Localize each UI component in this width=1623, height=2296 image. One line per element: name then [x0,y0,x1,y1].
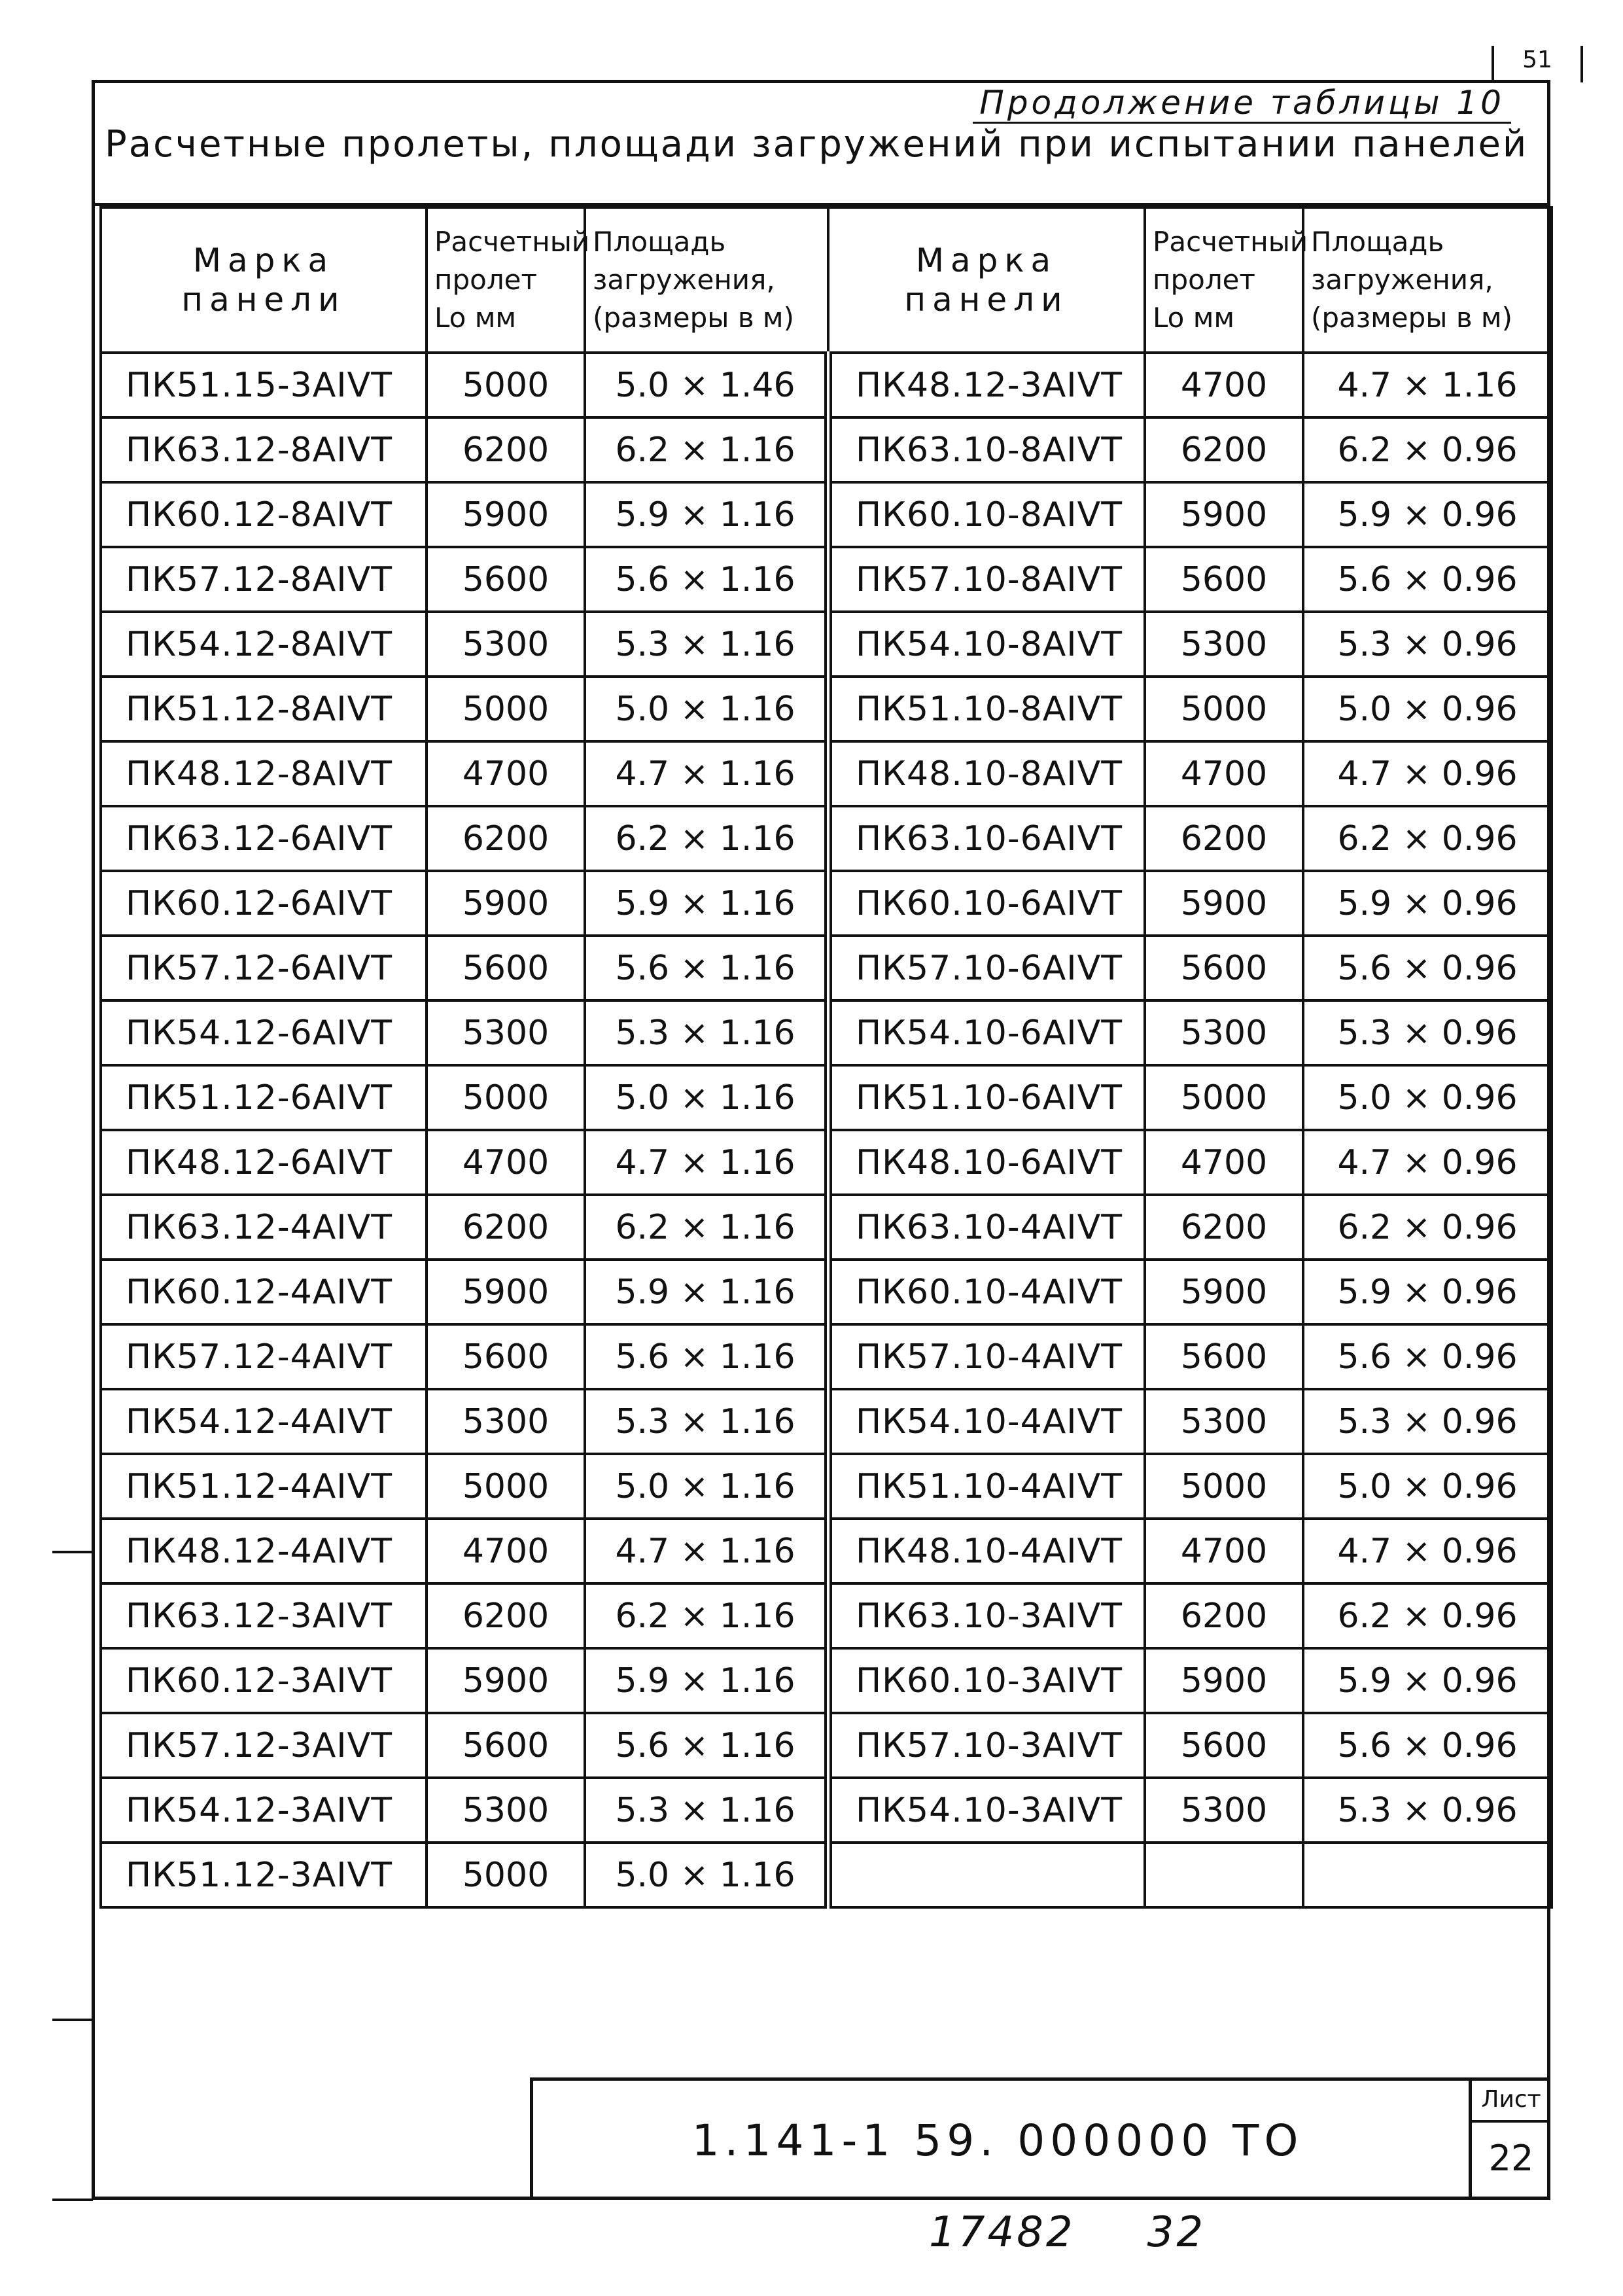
span-cell: 5000 [427,1454,585,1519]
panel-mark-cell: ПК60.12-6АIVТ [101,871,427,936]
area-cell: 5.6 × 1.16 [585,547,828,612]
area-cell: 5.3 × 0.96 [1303,1389,1552,1454]
panel-mark-cell: ПК48.12-3АIVТ [828,353,1145,417]
panel-mark-cell: ПК48.12-8АIVТ [101,741,427,806]
span-cell: 4700 [1145,1519,1303,1583]
panel-spans-table [99,206,1553,1909]
area-cell: 6.2 × 0.96 [1303,417,1552,482]
span-cell: 4700 [1145,353,1303,417]
span-cell: 5900 [427,482,585,547]
span-cell: 5000 [427,1843,585,1907]
panel-mark-cell: ПК48.10-8АIVТ [828,741,1145,806]
span-cell: 5900 [1145,1260,1303,1324]
margin-tick [52,1551,93,1553]
panel-mark-cell: ПК54.12-6АIVТ [101,1000,427,1065]
area-cell: 5.6 × 0.96 [1303,1713,1552,1778]
panel-mark-cell: ПК54.10-6АIVТ [828,1000,1145,1065]
area-cell [1303,1843,1552,1907]
area-cell: 5.3 × 0.96 [1303,612,1552,677]
area-cell: 5.3 × 0.96 [1303,1000,1552,1065]
panel-mark-cell [828,1843,1145,1907]
panel-mark-cell: ПК51.10-6АIVТ [828,1065,1145,1130]
area-cell: 5.6 × 1.16 [585,1713,828,1778]
area-cell: 5.9 × 1.16 [585,482,828,547]
span-cell: 5300 [427,1389,585,1454]
margin-tick [52,2199,93,2201]
panel-mark-cell: ПК57.10-3АIVТ [828,1713,1145,1778]
table-row [101,353,1552,417]
area-cell: 6.2 × 0.96 [1303,1195,1552,1260]
area-cell: 4.7 × 1.16 [585,1519,828,1583]
table-row [101,1648,1552,1713]
span-cell: 5900 [427,871,585,936]
panel-mark-cell: ПК48.10-4АIVТ [828,1519,1145,1583]
span-cell: 5000 [427,677,585,741]
span-cell: 6200 [427,1195,585,1260]
span-cell: 5300 [1145,612,1303,677]
span-cell: 5600 [427,547,585,612]
area-cell: 5.0 × 0.96 [1303,677,1552,741]
table-title: Расчетные пролеты, площади загружений при испытании панелей [105,123,1529,166]
area-cell: 5.3 × 1.16 [585,1000,828,1065]
span-cell: 5900 [427,1260,585,1324]
page-corner-tab: 51 [1492,46,1583,82]
area-cell: 5.0 × 1.16 [585,1843,828,1907]
area-cell: 5.3 × 0.96 [1303,1778,1552,1843]
panel-mark-cell: ПК54.12-8АIVТ [101,612,427,677]
panel-mark-cell: ПК51.12-8АIVТ [101,677,427,741]
table-continuation-caption: Продолжение таблицы 10 [973,84,1511,124]
table-row [101,677,1552,741]
span-cell: 5000 [427,353,585,417]
span-cell: 6200 [427,806,585,871]
area-cell: 5.9 × 0.96 [1303,871,1552,936]
table-row [101,936,1552,1000]
span-cell: 4700 [427,741,585,806]
area-cell: 5.6 × 1.16 [585,936,828,1000]
panel-mark-cell: ПК63.10-4АIVТ [828,1195,1145,1260]
panel-mark-cell: ПК48.12-6АIVТ [101,1130,427,1195]
panel-mark-cell: ПК54.10-8АIVТ [828,612,1145,677]
panel-mark-cell: ПК54.10-3АIVТ [828,1778,1145,1843]
panel-mark-cell: ПК63.12-3АIVТ [101,1583,427,1648]
area-cell: 5.9 × 1.16 [585,1260,828,1324]
header-area: Площадь загружения, (размеры в м) [1303,207,1552,353]
table-row [101,1583,1552,1648]
area-cell: 5.0 × 0.96 [1303,1454,1552,1519]
area-cell: 5.6 × 0.96 [1303,547,1552,612]
panel-mark-cell: ПК60.12-3АIVТ [101,1648,427,1713]
panel-mark-cell: ПК60.12-8АIVТ [101,482,427,547]
page-number: 32 [1147,2208,1206,2257]
area-cell: 5.0 × 1.16 [585,1454,828,1519]
area-cell: 6.2 × 1.16 [585,1195,828,1260]
panel-mark-cell: ПК54.12-4АIVТ [101,1389,427,1454]
sheet-number-box [1469,2081,1550,2200]
panel-mark-cell: ПК63.10-8АIVТ [828,417,1145,482]
span-cell: 5300 [1145,1000,1303,1065]
area-cell: 5.0 × 1.16 [585,677,828,741]
panel-mark-cell: ПК60.10-3АIVТ [828,1648,1145,1713]
sheet-label: Лист [1472,2081,1550,2123]
panel-mark-cell: ПК57.12-8АIVТ [101,547,427,612]
panel-mark-cell: ПК57.12-4АIVТ [101,1324,427,1389]
panel-mark-cell: ПК57.10-8АIVТ [828,547,1145,612]
panel-mark-cell: ПК60.10-8АIVТ [828,482,1145,547]
span-cell: 5300 [1145,1778,1303,1843]
panel-mark-cell: ПК63.12-8АIVТ [101,417,427,482]
table-row [101,871,1552,936]
header-mark: Марка панели [828,207,1145,353]
area-cell: 4.7 × 1.16 [585,741,828,806]
document-code: 1.141-1 59. 000000 ТО [691,2115,1304,2166]
table-row [101,417,1552,482]
table-row [101,1843,1552,1907]
panel-mark-cell: ПК51.12-3АIVТ [101,1843,427,1907]
title-block [530,2077,1550,2200]
area-cell: 4.7 × 1.16 [1303,353,1552,417]
panel-mark-cell: ПК63.10-6АIVТ [828,806,1145,871]
area-cell: 4.7 × 0.96 [1303,1130,1552,1195]
table-row [101,741,1552,806]
area-cell: 5.9 × 0.96 [1303,1648,1552,1713]
header-span: Расчетный пролет Lo мм [1145,207,1303,353]
span-cell: 4700 [1145,1130,1303,1195]
span-cell: 5300 [427,612,585,677]
span-cell: 5600 [1145,1713,1303,1778]
span-cell: 5300 [1145,1389,1303,1454]
panel-mark-cell: ПК54.10-4АIVТ [828,1389,1145,1454]
area-cell: 6.2 × 0.96 [1303,806,1552,871]
header-span: Расчетный пролет Lo мм [427,207,585,353]
span-cell: 6200 [1145,1583,1303,1648]
table-row [101,806,1552,871]
panel-mark-cell: ПК57.10-4АIVТ [828,1324,1145,1389]
area-cell: 4.7 × 0.96 [1303,741,1552,806]
span-cell: 4700 [427,1519,585,1583]
panel-mark-cell: ПК48.12-4АIVТ [101,1519,427,1583]
panel-mark-cell: ПК60.10-6АIVТ [828,871,1145,936]
panel-mark-cell: ПК51.12-4АIVТ [101,1454,427,1519]
table-row [101,547,1552,612]
panel-mark-cell: ПК48.10-6АIVТ [828,1130,1145,1195]
span-cell: 5900 [427,1648,585,1713]
span-cell: 5600 [427,1324,585,1389]
area-cell: 5.3 × 1.16 [585,1778,828,1843]
span-cell: 6200 [1145,1195,1303,1260]
span-cell: 6200 [1145,417,1303,482]
margin-tick [52,2019,93,2021]
span-cell: 5000 [1145,677,1303,741]
area-cell: 5.6 × 1.16 [585,1324,828,1389]
inventory-number: 17482 [929,2208,1075,2257]
area-cell: 5.3 × 1.16 [585,1389,828,1454]
span-cell: 5900 [1145,871,1303,936]
table-header-row [101,207,1552,353]
caption-row [92,80,1550,126]
table-row [101,1195,1552,1260]
table-row [101,1000,1552,1065]
panel-mark-cell: ПК63.12-4АIVТ [101,1195,427,1260]
span-cell: 5000 [1145,1454,1303,1519]
area-cell: 5.9 × 1.16 [585,1648,828,1713]
span-cell: 5300 [427,1778,585,1843]
span-cell: 6200 [427,417,585,482]
span-cell: 5600 [1145,547,1303,612]
table-row [101,1454,1552,1519]
area-cell: 5.0 × 0.96 [1303,1065,1552,1130]
area-cell: 5.9 × 0.96 [1303,1260,1552,1324]
panel-mark-cell: ПК51.10-4АIVТ [828,1454,1145,1519]
sheet-number: 22 [1488,2138,1534,2179]
area-cell: 6.2 × 1.16 [585,1583,828,1648]
span-cell: 4700 [1145,741,1303,806]
panel-mark-cell: ПК54.12-3АIVТ [101,1778,427,1843]
panel-mark-cell: ПК60.12-4АIVТ [101,1260,427,1324]
area-cell: 6.2 × 1.16 [585,806,828,871]
span-cell: 5900 [1145,482,1303,547]
span-cell: 6200 [427,1583,585,1648]
panel-mark-cell: ПК51.10-8АIVТ [828,677,1145,741]
area-cell: 5.6 × 0.96 [1303,936,1552,1000]
table-row [101,612,1552,677]
area-cell: 6.2 × 1.16 [585,417,828,482]
span-cell [1145,1843,1303,1907]
table-row [101,1713,1552,1778]
span-cell: 6200 [1145,806,1303,871]
span-cell: 4700 [427,1130,585,1195]
handwritten-footer [929,2208,1278,2257]
area-cell: 5.3 × 1.16 [585,612,828,677]
panel-mark-cell: ПК51.12-6АIVТ [101,1065,427,1130]
table-row [101,1260,1552,1324]
table-row [101,1130,1552,1195]
panel-mark-cell: ПК60.10-4АIVТ [828,1260,1145,1324]
area-cell: 4.7 × 1.16 [585,1130,828,1195]
panel-mark-cell: ПК63.10-3АIVТ [828,1583,1145,1648]
area-cell: 6.2 × 0.96 [1303,1583,1552,1648]
table-row [101,1389,1552,1454]
span-cell: 5600 [1145,1324,1303,1389]
span-cell: 5000 [427,1065,585,1130]
area-cell: 5.0 × 1.16 [585,1065,828,1130]
panel-mark-cell: ПК51.15-3АIVТ [101,353,427,417]
header-mark: Марка панели [101,207,427,353]
panel-mark-cell: ПК57.12-6АIVТ [101,936,427,1000]
table-row [101,1519,1552,1583]
area-cell: 4.7 × 0.96 [1303,1519,1552,1583]
span-cell: 5300 [427,1000,585,1065]
header-area: Площадь загружения, (размеры в м) [585,207,828,353]
span-cell: 5900 [1145,1648,1303,1713]
span-cell: 5600 [1145,936,1303,1000]
area-cell: 5.9 × 0.96 [1303,482,1552,547]
area-cell: 5.6 × 0.96 [1303,1324,1552,1389]
span-cell: 5600 [427,1713,585,1778]
panel-mark-cell: ПК57.12-3АIVТ [101,1713,427,1778]
table-row [101,1065,1552,1130]
table-body [101,353,1552,1907]
area-cell: 5.0 × 1.46 [585,353,828,417]
span-cell: 5600 [427,936,585,1000]
table-row [101,482,1552,547]
area-cell: 5.9 × 1.16 [585,871,828,936]
panel-mark-cell: ПК63.12-6АIVТ [101,806,427,871]
table-row [101,1778,1552,1843]
span-cell: 5000 [1145,1065,1303,1130]
table-row [101,1324,1552,1389]
panel-mark-cell: ПК57.10-6АIVТ [828,936,1145,1000]
